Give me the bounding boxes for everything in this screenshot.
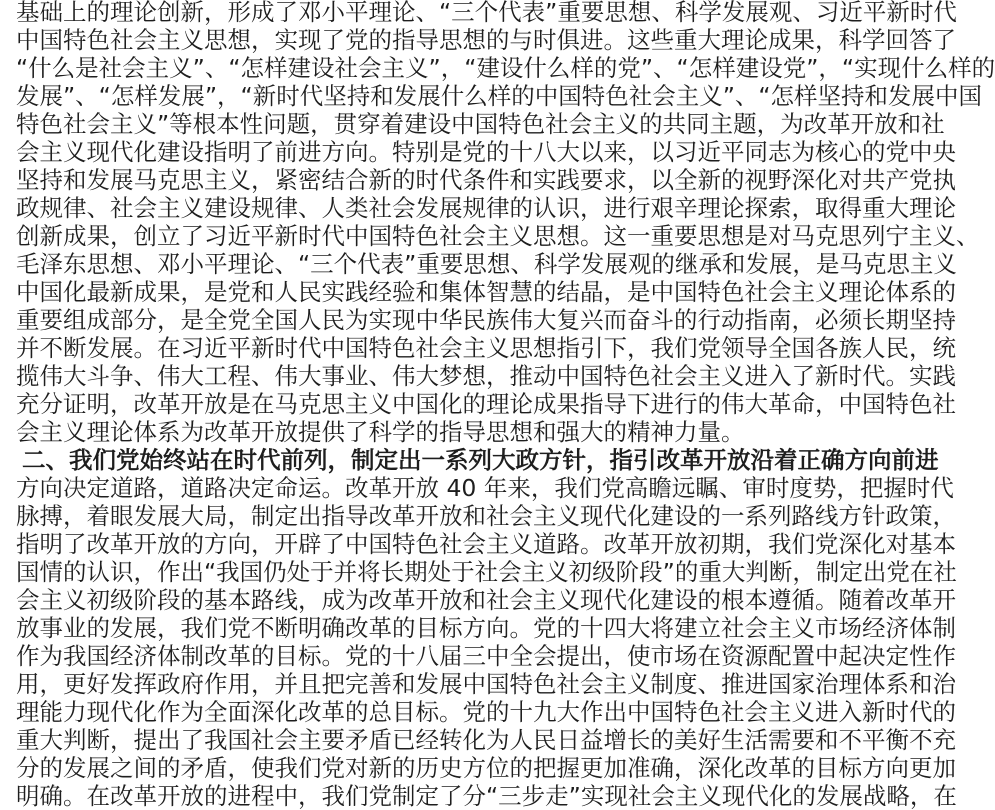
text-line: 中国化最新成果，是党和人民实践经验和集体智慧的结晶，是中国特色社会主义理论体系的: [16, 278, 956, 306]
text-line: 方向决定道路，道路决定命运。改革开放 40 年来，我们党高瞻远瞩、审时度势，把握时代: [16, 474, 954, 502]
text-line: “什么是社会主义”、“怎样建设社会主义”，“建设什么样的党”、“怎样建设党”，“实现什么样的: [16, 54, 995, 82]
text-line: 脉搏，着眼发展大局，制定出指导改革开放和社会主义现代化建设的一系列路线方针政策，: [16, 502, 956, 530]
text-line: 政规律、社会主义建设规律、人类社会发展规律的认识，进行艰辛理论探索，取得重大理论: [16, 194, 956, 222]
text-line: 充分证明，改革开放是在马克思主义中国化的理论成果指导下进行的伟大革命，中国特色社: [16, 390, 956, 418]
text-line: 理能力现代化作为全面深化改革的总目标。党的十九大作出中国特色社会主义进入新时代的: [16, 698, 956, 726]
text-line: 会主义理论体系为改革开放提供了科学的指导思想和强大的精神力量。: [16, 418, 745, 446]
text-line: 并不断发展。在习近平新时代中国特色社会主义思想指引下，我们党领导全国各族人民，统: [16, 334, 956, 362]
text-line: 揽伟大斗争、伟大工程、伟大事业、伟大梦想，推动中国特色社会主义进入了新时代。实践: [16, 362, 956, 390]
text-line: 用，更好发挥政府作用，并且把完善和发展中国特色社会主义制度、推进国家治理体系和治: [16, 670, 956, 698]
text-line: 会主义初级阶段的基本路线，成为改革开放和社会主义现代化建设的根本遵循。随着改革开: [16, 586, 956, 614]
text-line: 重大判断，提出了我国社会主要矛盾已经转化为人民日益增长的美好生活需要和不平衡不充: [16, 726, 956, 754]
text-line: 作为我国经济体制改革的目标。党的十八届三中全会提出，使市场在资源配置中起决定性作: [16, 642, 956, 670]
text-line: 放事业的发展，我们党不断明确改革的目标方向。党的十四大将建立社会主义市场经济体制: [16, 614, 956, 642]
section-heading: 二、我们党始终站在时代前列，制定出一系列大政方针，指引改革开放沿着正确方向前进: [22, 446, 939, 474]
text-line: 会主义现代化建设指明了前进方向。特别是党的十八大以来，以习近平同志为核心的党中央: [16, 138, 956, 166]
text-line: 发展”、“怎样发展”，“新时代坚持和发展什么样的中国特色社会主义”、“怎样坚持和发展中国: [16, 82, 983, 110]
text-line: 基础上的理论创新，形成了邓小平理论、“三个代表”重要思想、科学发展观、习近平新时代: [16, 0, 957, 26]
text-line: 分的发展之间的矛盾，使我们党对新的历史方位的把握更加准确，深化改革的目标方向更加: [16, 754, 956, 782]
text-line: 中国特色社会主义思想，实现了党的指导思想的与时俱进。这些重大理论成果，科学回答了: [16, 26, 956, 54]
text-line: 重要组成部分，是全党全国人民为实现中华民族伟大复兴而奋斗的行动指南，必须长期坚持: [16, 306, 956, 334]
document-body: [16, 0, 995, 810]
text-line: 指明了改革开放的方向，开辟了中国特色社会主义道路。改革开放初期，我们党深化对基本: [16, 530, 956, 558]
text-line: 坚持和发展马克思主义，紧密结合新的时代条件和实践要求，以全新的视野深化对共产党执: [16, 166, 956, 194]
text-line: 明确。在改革开放的进程中，我们党制定了分“三步走”实现社会主义现代化的发展战略，在: [16, 782, 957, 810]
text-line: 毛泽东思想、邓小平理论、“三个代表”重要思想、科学发展观的继承和发展，是马克思主义: [16, 250, 957, 278]
text-line: 国情的认识，作出“我国仍处于并将长期处于社会主义初级阶段”的重大判断，制定出党在社: [16, 558, 957, 586]
text-line: 特色社会主义”等根本性问题，贯穿着建设中国特色社会主义的共同主题，为改革开放和社: [16, 110, 945, 138]
text-line: 创新成果，创立了习近平新时代中国特色社会主义思想。这一重要思想是对马克思列宁主义、: [16, 222, 980, 250]
